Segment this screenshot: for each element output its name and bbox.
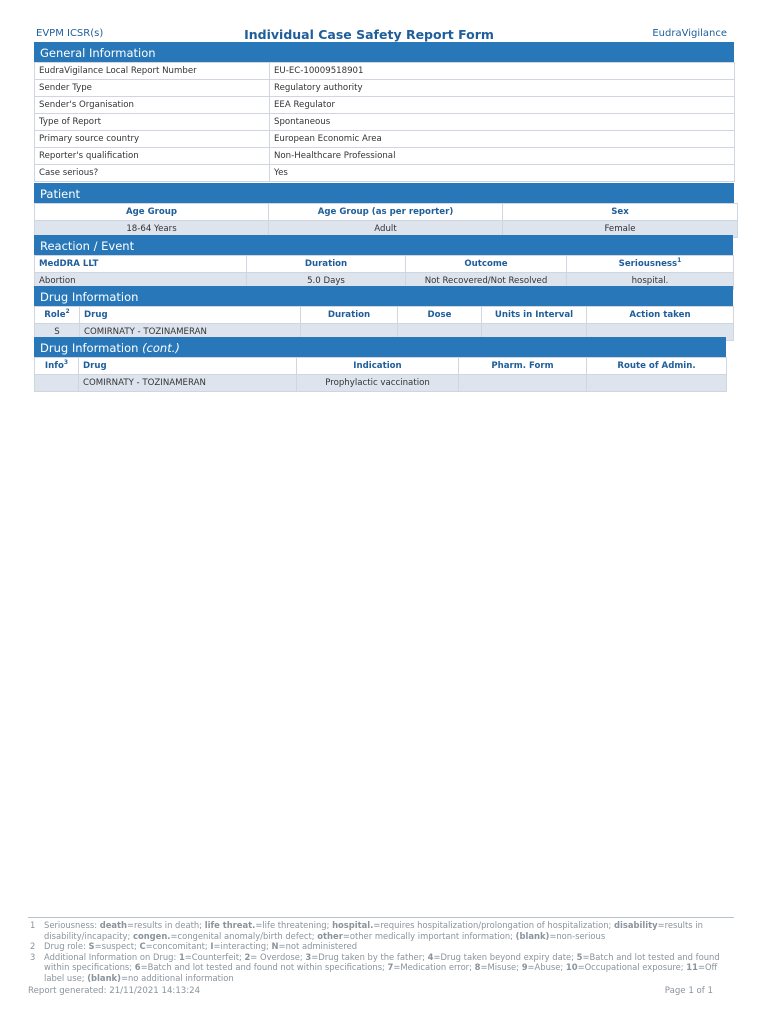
table-row bbox=[35, 97, 735, 114]
general-information-table bbox=[34, 62, 735, 182]
table-header-row bbox=[35, 307, 734, 324]
column-header: Outcome bbox=[406, 256, 567, 273]
column-header: Drug bbox=[79, 358, 297, 375]
footnote-number: 1 bbox=[30, 920, 36, 930]
reaction-event-table bbox=[34, 255, 734, 290]
column-header: Action taken bbox=[587, 307, 734, 324]
field-label: Sender Type bbox=[35, 80, 270, 97]
report-generated-timestamp: Report generated: 21/11/2021 14:13:24 bbox=[28, 986, 201, 996]
field-value: Spontaneous bbox=[270, 114, 735, 131]
table-row bbox=[35, 63, 735, 80]
field-value: EU-EC-10009518901 bbox=[270, 63, 735, 80]
table-cell: 18-64 Years bbox=[35, 221, 269, 238]
table-row bbox=[35, 375, 727, 392]
drug-information-table bbox=[34, 306, 734, 341]
table-cell: Not Recovered/Not Resolved bbox=[406, 273, 567, 290]
column-header: Age Group (as per reporter) bbox=[269, 204, 503, 221]
field-label: Primary source country bbox=[35, 131, 270, 148]
field-value: Yes bbox=[270, 165, 735, 182]
column-header bbox=[35, 307, 80, 324]
column-header: Route of Admin. bbox=[587, 358, 727, 375]
column-header: MedDRA LLT bbox=[35, 256, 247, 273]
patient-header: Patient bbox=[34, 183, 734, 203]
reaction-event-header: Reaction / Event bbox=[34, 235, 733, 255]
column-header: Drug bbox=[80, 307, 301, 324]
field-label: Case serious? bbox=[35, 165, 270, 182]
column-header: Age Group bbox=[35, 204, 269, 221]
table-cell bbox=[587, 375, 727, 392]
footnote-2 bbox=[28, 941, 734, 952]
column-header: Dose bbox=[398, 307, 482, 324]
column-header: Duration bbox=[301, 307, 398, 324]
page-number: Page 1 of 1 bbox=[664, 986, 713, 996]
column-header-label: Role bbox=[44, 310, 66, 320]
column-header: Pharm. Form bbox=[459, 358, 587, 375]
general-information-section bbox=[34, 42, 734, 182]
patient-table bbox=[34, 203, 738, 238]
table-cell: Abortion bbox=[35, 273, 247, 290]
table-cell: Female bbox=[503, 221, 738, 238]
footnote-1 bbox=[28, 920, 734, 941]
table-cell: S bbox=[35, 324, 80, 341]
section-title: Drug Information bbox=[40, 341, 139, 355]
column-header-label: Info bbox=[44, 361, 64, 371]
footnote-number: 2 bbox=[30, 941, 36, 951]
footnote-ref: 2 bbox=[65, 308, 70, 316]
column-header: Duration bbox=[247, 256, 406, 273]
reaction-event-section bbox=[34, 235, 733, 290]
section-title-cont: (cont.) bbox=[142, 341, 180, 355]
column-header: Units in Interval bbox=[482, 307, 587, 324]
field-label: Type of Report bbox=[35, 114, 270, 131]
footnote-ref: 3 bbox=[63, 359, 69, 367]
column-header bbox=[567, 256, 734, 273]
table-cell: Adult bbox=[269, 221, 503, 238]
table-cell: Prophylactic vaccination bbox=[297, 375, 459, 392]
table-cell bbox=[35, 375, 79, 392]
table-row bbox=[35, 131, 735, 148]
field-label: Reporter's qualification bbox=[35, 148, 270, 165]
field-value: Regulatory authority bbox=[270, 80, 735, 97]
field-value: European Economic Area bbox=[270, 131, 735, 148]
footnote-number: 3 bbox=[30, 951, 36, 962]
field-label: Sender's Organisation bbox=[35, 97, 270, 114]
drug-information-header: Drug Information bbox=[34, 286, 733, 306]
footnotes bbox=[28, 917, 734, 983]
table-cell: 5.0 Days bbox=[247, 273, 406, 290]
footnote-text: Additional Information on Drug: 1=Counterfeit; 2= Overdose; 3=Drug taken by the father; 4=Drug taken beyond expiry date; 5=Batch and lot tested and found within specifications; 6=Batch and lot tested and found not within specifications; 7=Medication error; 8=Misuse; 9=Abuse; 10=Occupational exposure; 11=Off label use; (blank)=no additional information bbox=[44, 951, 720, 983]
table-header-row bbox=[35, 256, 734, 273]
field-value: Non-Healthcare Professional bbox=[270, 148, 735, 165]
table-row bbox=[35, 114, 735, 131]
drug-information-cont-table bbox=[34, 357, 727, 392]
footnote-text: Drug role: S=suspect; C=concomitant; I=interacting; N=not administered bbox=[44, 941, 358, 951]
field-label: EudraVigilance Local Report Number bbox=[35, 63, 270, 80]
table-header-row bbox=[35, 204, 738, 221]
drug-information-cont-section bbox=[34, 337, 726, 392]
drug-information-section bbox=[34, 286, 733, 341]
drug-information-cont-header bbox=[34, 337, 726, 357]
column-header-label: Seriousness bbox=[618, 259, 678, 269]
footnote-ref: 1 bbox=[677, 257, 682, 265]
column-header: Indication bbox=[297, 358, 459, 375]
table-cell: COMIRNATY - TOZINAMERAN bbox=[79, 375, 297, 392]
column-header: Sex bbox=[503, 204, 738, 221]
patient-section bbox=[34, 183, 737, 238]
field-value: EEA Regulator bbox=[270, 97, 735, 114]
table-row bbox=[35, 165, 735, 182]
footnote-3 bbox=[28, 952, 734, 984]
report-system-label: EVPM ICSR(s) bbox=[36, 28, 104, 39]
general-information-header: General Information bbox=[34, 42, 734, 62]
footnote-text: Seriousness: death=results in death; life threat.=life threatening; hospital.=requires hospitalization/prolongation of hospitalization; disability=results in disability/incapacity; congen.=congenital anomaly/birth defect; other=other medically important information; (blank)=non-serious bbox=[44, 920, 703, 941]
table-row bbox=[35, 80, 735, 97]
column-header bbox=[35, 358, 79, 375]
page-title: Individual Case Safety Report Form bbox=[244, 27, 494, 42]
table-cell: COMIRNATY - TOZINAMERAN bbox=[80, 324, 301, 341]
system-name-label: EudraVigilance bbox=[652, 28, 727, 39]
table-cell: hospital. bbox=[567, 273, 734, 290]
table-cell bbox=[459, 375, 587, 392]
table-row bbox=[35, 148, 735, 165]
table-header-row bbox=[35, 358, 727, 375]
